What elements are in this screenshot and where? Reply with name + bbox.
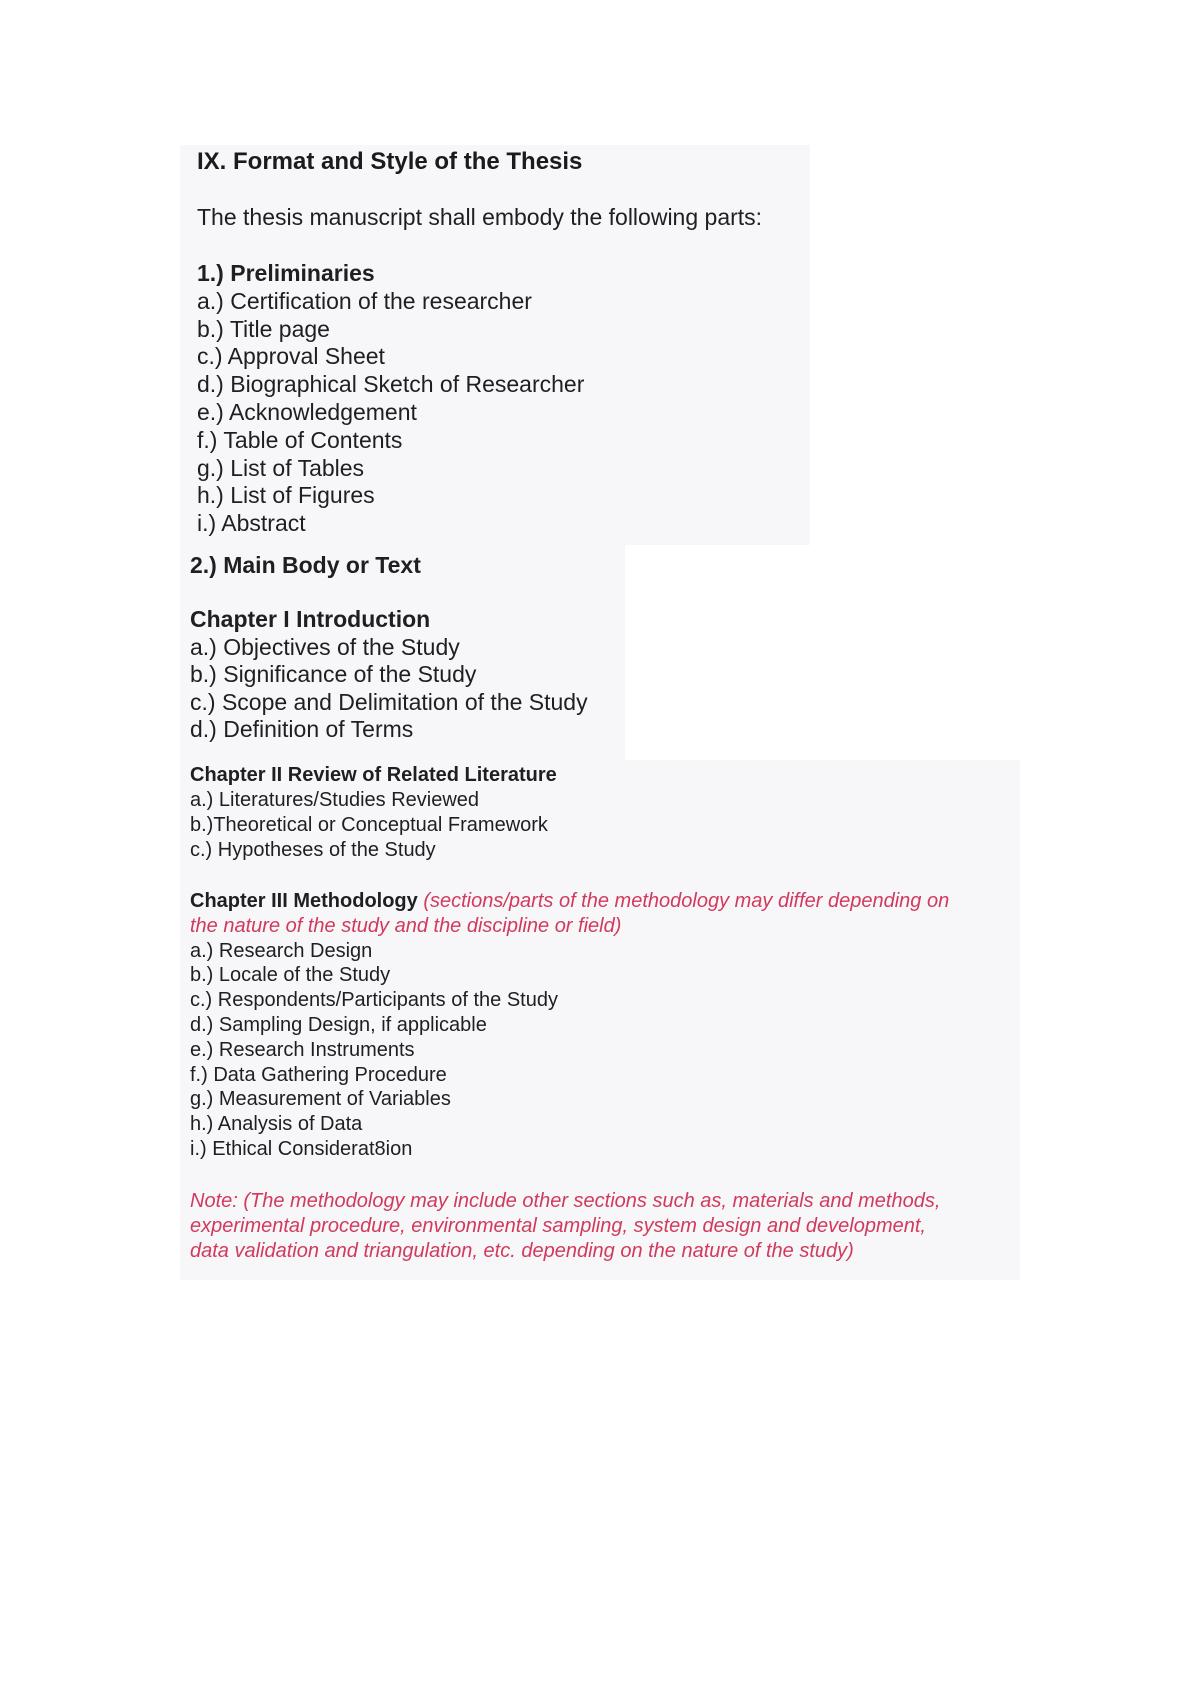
list-item: h.) List of Figures [197, 482, 375, 509]
list-item: a.) Literatures/Studies Reviewed [190, 789, 480, 811]
list-item: a.) Certification of the researcher [197, 287, 532, 314]
methodology-note [190, 1189, 1030, 1264]
preliminaries-heading: 1.) Preliminaries [197, 260, 375, 286]
chapter1-section [190, 606, 790, 744]
list-item: c.) Respondents/Participants of the Study [190, 989, 558, 1012]
list-item: c.) Scope and Delimitation of the Study [190, 688, 588, 715]
intro-paragraph: The thesis manuscript shall embody the following parts: [197, 204, 763, 230]
list-item: g.) Measurement of Variables [190, 1088, 451, 1111]
list-item: d.) Sampling Design, if applicable [190, 1013, 487, 1036]
list-item: a.) Research Design [190, 939, 373, 962]
chapter2-section [190, 763, 790, 863]
list-item: b.) Locale of the Study [190, 964, 391, 987]
chapter1-heading: Chapter I Introduction [190, 606, 431, 632]
list-item: b.) Significance of the Study [190, 661, 477, 687]
chapter3-inline-note-continued: the nature of the study and the discipline or field) [190, 914, 622, 937]
list-item: c.) Hypotheses of the Study [190, 839, 436, 861]
list-item: b.)Theoretical or Conceptual Framework [190, 814, 548, 836]
chapter3-inline-note: (sections/parts of the methodology may differ depending on [423, 890, 950, 912]
chapter2-heading: Chapter II Review of Related Literature [190, 764, 557, 786]
list-item: d.) Definition of Terms [190, 716, 414, 742]
main-body-heading: 2.) Main Body or Text [190, 552, 421, 578]
list-item: i.) Ethical Considerat8ion [190, 1137, 413, 1160]
list-item: i.) Abstract [197, 510, 306, 537]
note-line: Note: (The methodology may include other sections such as, materials and methods, [190, 1190, 941, 1212]
list-item: a.) Objectives of the Study [190, 633, 460, 660]
chapter3-section [190, 889, 1030, 1162]
chapter3-heading: Chapter III Methodology [190, 890, 418, 912]
list-item: e.) Acknowledgement [197, 398, 417, 425]
note-line: data validation and triangulation, etc. depending on the nature of the study) [190, 1240, 854, 1262]
list-item: g.) List of Tables [197, 454, 365, 481]
list-item: e.) Research Instruments [190, 1038, 415, 1061]
list-item: f.) Data Gathering Procedure [190, 1063, 447, 1086]
list-item: b.) Title page [197, 315, 330, 342]
list-item: f.) Table of Contents [197, 426, 403, 453]
list-item: d.) Biographical Sketch of Researcher [197, 371, 585, 398]
note-line: experimental procedure, environmental sampling, system design and development, [190, 1215, 926, 1237]
preliminaries-section [197, 260, 797, 538]
list-item: c.) Approval Sheet [197, 343, 385, 370]
page-title: IX. Format and Style of the Thesis [197, 148, 583, 175]
list-item: h.) Analysis of Data [190, 1113, 363, 1136]
